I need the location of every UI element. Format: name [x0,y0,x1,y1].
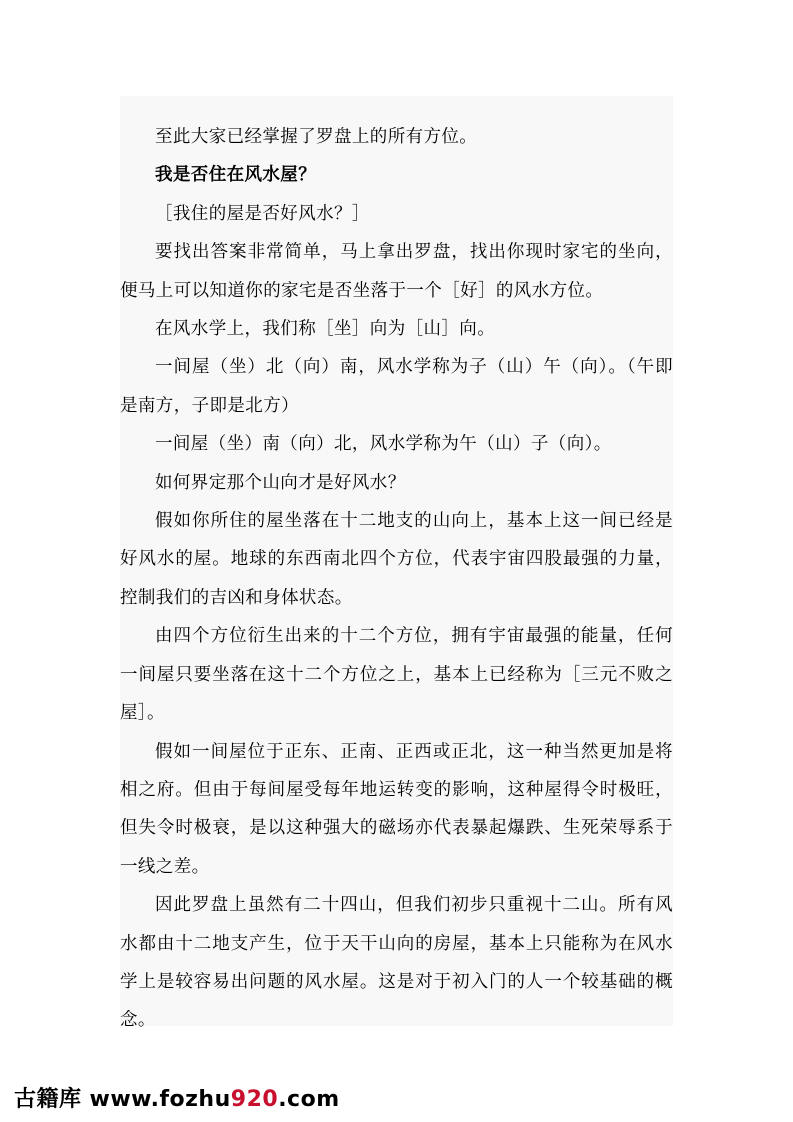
paragraph-cardinal: 假如一间屋位于正东、正南、正西或正北，这一种当然更加是将相之府。但由于每间屋受每年地运转变的影响，这种屋得令时极旺，但失令时极衰，是以这种强大的磁场亦代表暴起爆跌、生死荣辱系于一线之差。 [120,741,673,877]
footer-url-suffix: .com [278,1087,340,1112]
document-body [120,118,673,1040]
paragraph-twenty-four: 因此罗盘上虽然有二十四山，但我们初步只重视十二山。所有风水都由十二地支产生，位于天干山向的房屋，基本上只能称为在风水学上是较容易出问题的风水屋。这是对于初入门的人一个较基础的概念。 [120,895,673,1031]
footer-brand: 古籍库 [14,1087,82,1112]
footer-url-number: 920 [230,1087,279,1112]
section-heading: 我是否住在风水屋？ [155,165,317,186]
paragraph-wu-zi: 一间屋（坐）南（向）北，风水学称为午（山）子（向）。 [155,434,612,455]
paragraph-1: 至此大家已经掌握了罗盘上的所有方位。 [155,127,478,147]
paragraph-shan-xiang: 在风水学上，我们称［坐］向为［山］向。 [155,319,496,340]
paragraph-twelve-branches: 假如你所住的屋坐落在十二地支的山向上，基本上这一间已经是好风水的屋。地球的东西南北四个方位，代表宇宙四股最强的力量，控制我们的吉凶和身体状态。 [120,511,673,608]
footer-url-prefix: www.fozhu [89,1087,231,1112]
paragraph-twelve-directions: 由四个方位衍生出来的十二个方位，拥有宇宙最强的能量，任何一间屋只要坐落在这十二个方位之上，基本上已经称为［三元不败之屋］。 [120,626,673,724]
footer-url [90,1087,340,1112]
paragraph-question: ［我住的屋是否好风水？］ [155,203,370,224]
paragraph-zi-wu: 一间屋（坐）北（向）南，风水学称为子（山）午（向）。（午即是南方，子即是北方） [120,357,673,416]
footer-watermark [14,1082,340,1113]
paragraph-how-define: 如何界定那个山向才是好风水？ [155,472,406,493]
paragraph-answer: 要找出答案非常简单，马上拿出罗盘，找出你现时家宅的坐向，便马上可以知道你的家宅是否坐落于一个［好］的风水方位。 [120,242,673,301]
